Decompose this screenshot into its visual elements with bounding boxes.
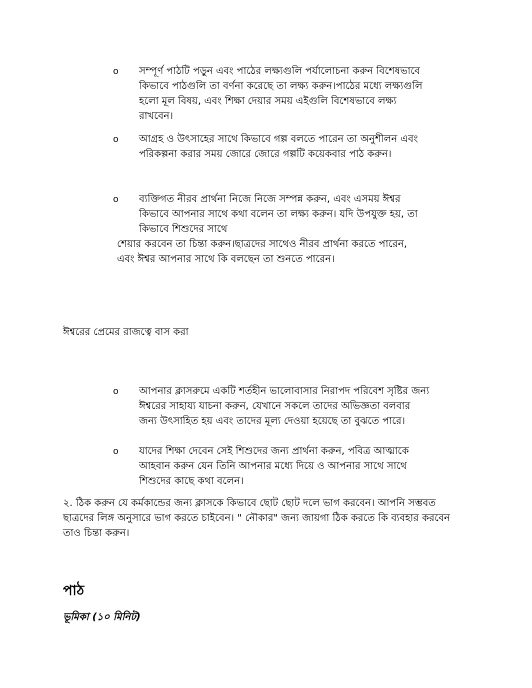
text-line: রাখবেন। (139, 111, 174, 122)
bullet-marker: o (113, 67, 119, 77)
text-line: শিশুদের কাছে কথা বলেন। (139, 476, 244, 487)
bullet-text (139, 384, 467, 429)
text-line: যাদের শিক্ষা দেবেন সেই শিশুদের জন্য প্রার্থনা করুন, পবিত্র আত্মাকে (139, 446, 409, 457)
bullet-text (139, 132, 467, 162)
bullet-item-practice-story (113, 132, 467, 162)
section-label (63, 325, 189, 340)
text-line: জন্য উৎসাহিত হয় এবং তাদের মূল্য দেওয়া হয়েছে তা বুঝতে পারে। (139, 416, 406, 427)
bullet-item-pray-for-children (113, 444, 467, 489)
bullet-item-silent-prayer (113, 192, 467, 267)
bullet-marker: o (113, 195, 119, 205)
bullet-text (139, 64, 467, 124)
text-line: ছাত্রদের লিঙ্গ অনুসারে ভাগ করতে চাইবেন। " নৌকার" জন্য জায়গা ঠিক করতে কি ব্যবহার করবেন (63, 513, 451, 524)
text-line: কিভাবে পাঠগুলি তা বর্ণনা করেছে তা লক্ষ্য করুন।পাঠের মধ্যে লক্ষ্যগুলি (139, 81, 423, 92)
section-heading: পাঠ (63, 583, 85, 599)
text-line: ঈশ্বরের সাহায্য যাচনা করুন, যেখানে সকলে তাদের অভিজ্ঞতা বলবার (139, 401, 411, 412)
text-line: হলো মূল বিষয়, এবং শিক্ষা দেয়ার সময় এইগুলি বিশেষভাবে লক্ষ্য (139, 96, 397, 107)
bullet-item-safe-environment (113, 384, 467, 429)
text-line: কিভাবে শিশুদের সাথে (139, 224, 228, 235)
section-label-text: ঈশ্বরের প্রেমের রাজত্বে বাস করা (63, 327, 189, 338)
instruction-paragraph (63, 496, 450, 541)
bullet-text (139, 444, 467, 489)
text-line: কিভাবে আপনার সাথে কথা বলেন তা লক্ষ্য করুন। যদি উপযুক্ত হয়, তা (139, 209, 418, 220)
text-line: তাও চিন্তা করুন। (63, 528, 130, 539)
bullet-text (117, 192, 467, 267)
bullet-marker: o (113, 135, 119, 145)
text-line: শেয়ার করবেন তা চিন্তা করুন।ছাত্রদের সাথেও নীরব প্রার্থনা করতে পারেন, (117, 239, 408, 250)
text-line: এবং ঈশ্বর আপনার সাথে কি বলছেন তা শুনতে পারেন। (117, 254, 335, 265)
section-subheading: ভূমিকা (১০ মিনিট) (63, 612, 141, 623)
bullet-marker: o (113, 447, 119, 457)
text-line: আপনার ক্লাসরুমে একটি শর্তহীন ভালোবাসার নিরাপদ পরিবেশ সৃষ্টির জন্য (139, 386, 430, 397)
text-line: ২. ঠিক করুন যে কর্মকান্ডের জন্য ক্লাসকে কিভাবে ছোট ছোট দলে ভাগ করবেন। আপনি সম্ভবত (63, 498, 436, 509)
bullet-marker: o (113, 387, 119, 397)
text-line: আহবান করুন যেন তিনি আপনার মধ্যে দিয়ে ও আপনার সাথে সাথে (139, 461, 407, 472)
text-line: ব্যক্তিগত নীরব প্রার্থনা নিজে নিজে সম্পন্ন করুন, এবং এসময় ঈশ্বর (139, 194, 401, 205)
bullet-item-read-lesson (113, 64, 467, 124)
text-line: সম্পূর্ণ পাঠটি পড়ুন এবং পাঠের লক্ষ্যগুলি পর্যালোচনা করুন বিশেষভাবে (139, 66, 421, 77)
text-line: পরিকল্পনা করার সময় জোরে জোরে গল্পটি কয়েকবার পাঠ করুন। (139, 149, 392, 160)
text-line: আগ্রহ ও উৎসাহের সাথে কিভাবে গল্প বলতে পারেন তা অনুশীলন এবং (139, 134, 418, 145)
